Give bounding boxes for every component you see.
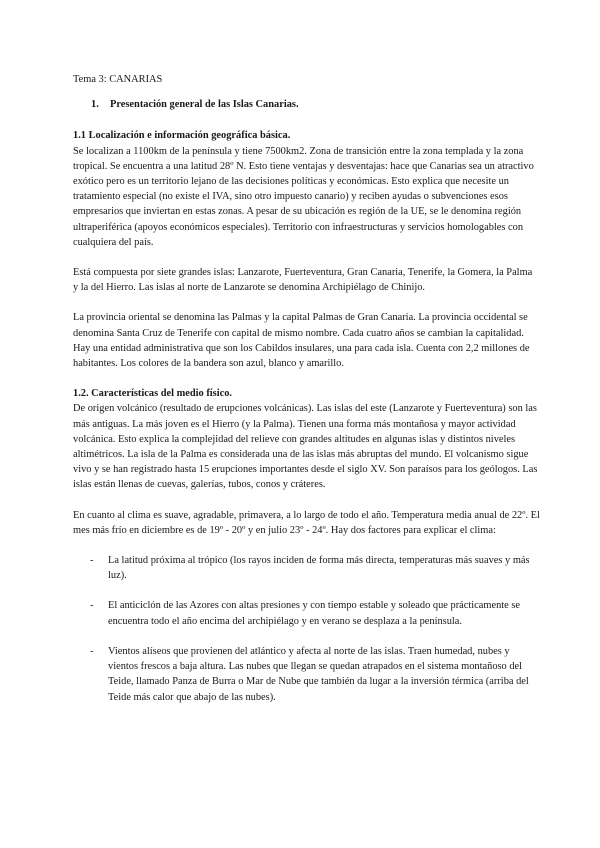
subsection-heading-1-1: 1.1 Localización e información geográfica básica. <box>73 130 291 142</box>
paragraph-islands: Está compuesta por siete grandes islas: Lanzarote, Fuerteventura, Gran Canaria, Tenerife, la Gomera, la Palma y la del Hierro. Las islas al norte de Lanzarote se denomina Archipiélago de Chinijo. <box>73 267 533 294</box>
list-item-text: La latitud próxima al trópico (los rayos inciden de forma más directa, temperaturas más suaves y más luz). <box>108 555 530 582</box>
climate-factors-list <box>73 553 540 705</box>
list-item <box>73 644 540 705</box>
document-title: Tema 3: CANARIAS <box>73 74 163 85</box>
bullet-dash: - <box>90 645 94 657</box>
section-number: 1. <box>91 99 99 111</box>
paragraph-location: Se localizan a 1100km de la península y tiene 7500km2. Zona de transición entre la zona templada y la zona tropical. Se encuentra a una latitud 28º N. Esto tiene ventajas y desventajas: hace que Canarias sea un atractivo exótico pero es un territorio lejano de las decisiones políticas y económicas. Esto explica que necesite un tratamiento especial (no existe el IVA, sino otro impuesto canario) y reciben ayudas o subvenciones esos empresarios que inviertan en estas zonas. A pesar de su ubicación es región de la UE, se le denomina región ultraperiférica (apoyos económicos especiales). Territorio con infraestructuras y servicios homologables con cualquiera del país. <box>73 145 534 248</box>
paragraph-provinces: La provincia oriental se denomina las Palmas y la capital Palmas de Gran Canaria. La provincia occidental se denomina Santa Cruz de Tenerife con capital de mismo nombre. Cada cuatro años se cambian la capitalidad. Hay una entidad administrativa que son los Cabildos insulares, una para cada isla. Cuenta con 2,2 millones de <box>73 312 530 354</box>
section-heading <box>73 97 540 112</box>
paragraph-volcanic-origin: De origen volcánico (resultado de erupciones volcánicas). Las islas del este (Lanzarote y Fuerteventura) son las más antiguas. La más joven es el Hierro (y la Palma). Tienen una forma más montañosa y mayor actividad volcánica. Esto explica la complejidad del relieve con grandes altitudes en algunas islas y distintos niveles altimétricos. La isla de la Palma es considerada una de las islas más abruptas del mundo. El volcanismo sigue vivo y se han registrado hasta 15 erupciones importantes desde el siglo XV. Son paraísos para los geólogos. Las islas están llenas de cuevas, galerías, tubos, conos y cráteres. <box>73 403 538 491</box>
paragraph-provinces-continued: habitantes. Los colores de la bandera son azul, blanco y amarillo. <box>73 358 344 370</box>
list-item-text: El anticiclón de las Azores con altas presiones y con tiempo estable y soleado que prácticamente se encuentra todo el año encima del archipiélago y en verano se desplaza a la península. <box>108 600 521 627</box>
bullet-dash: - <box>90 600 94 612</box>
list-item-text: Vientos alíseos que provienen del atlántico y afecta al norte de las islas. Traen humedad, nubes y vientos frescos a baja altura. Las nubes que llegan se quedan atrapados en el sistema montañoso del Teide, llamado Panza de Burra o Mar de Nube que también da lugar a la inversión térmica (arriba del Teide más calor que abajo de las nubes). <box>108 645 529 703</box>
list-item <box>73 553 540 583</box>
list-item <box>73 598 540 628</box>
subsection-heading-1-2: 1.2. Características del medio físico. <box>73 388 232 400</box>
bullet-dash: - <box>90 555 94 567</box>
paragraph-climate: En cuanto al clima es suave, agradable, primavera, a lo largo de todo el año. Temperatura media anual de 22º. El mes más frío en diciembre es de 19º - 20º y en julio 23º - 24º. Hay dos factores para explicar el clima: <box>73 509 540 536</box>
section-heading-text: Presentación general de las Islas Canarias. <box>110 99 299 111</box>
